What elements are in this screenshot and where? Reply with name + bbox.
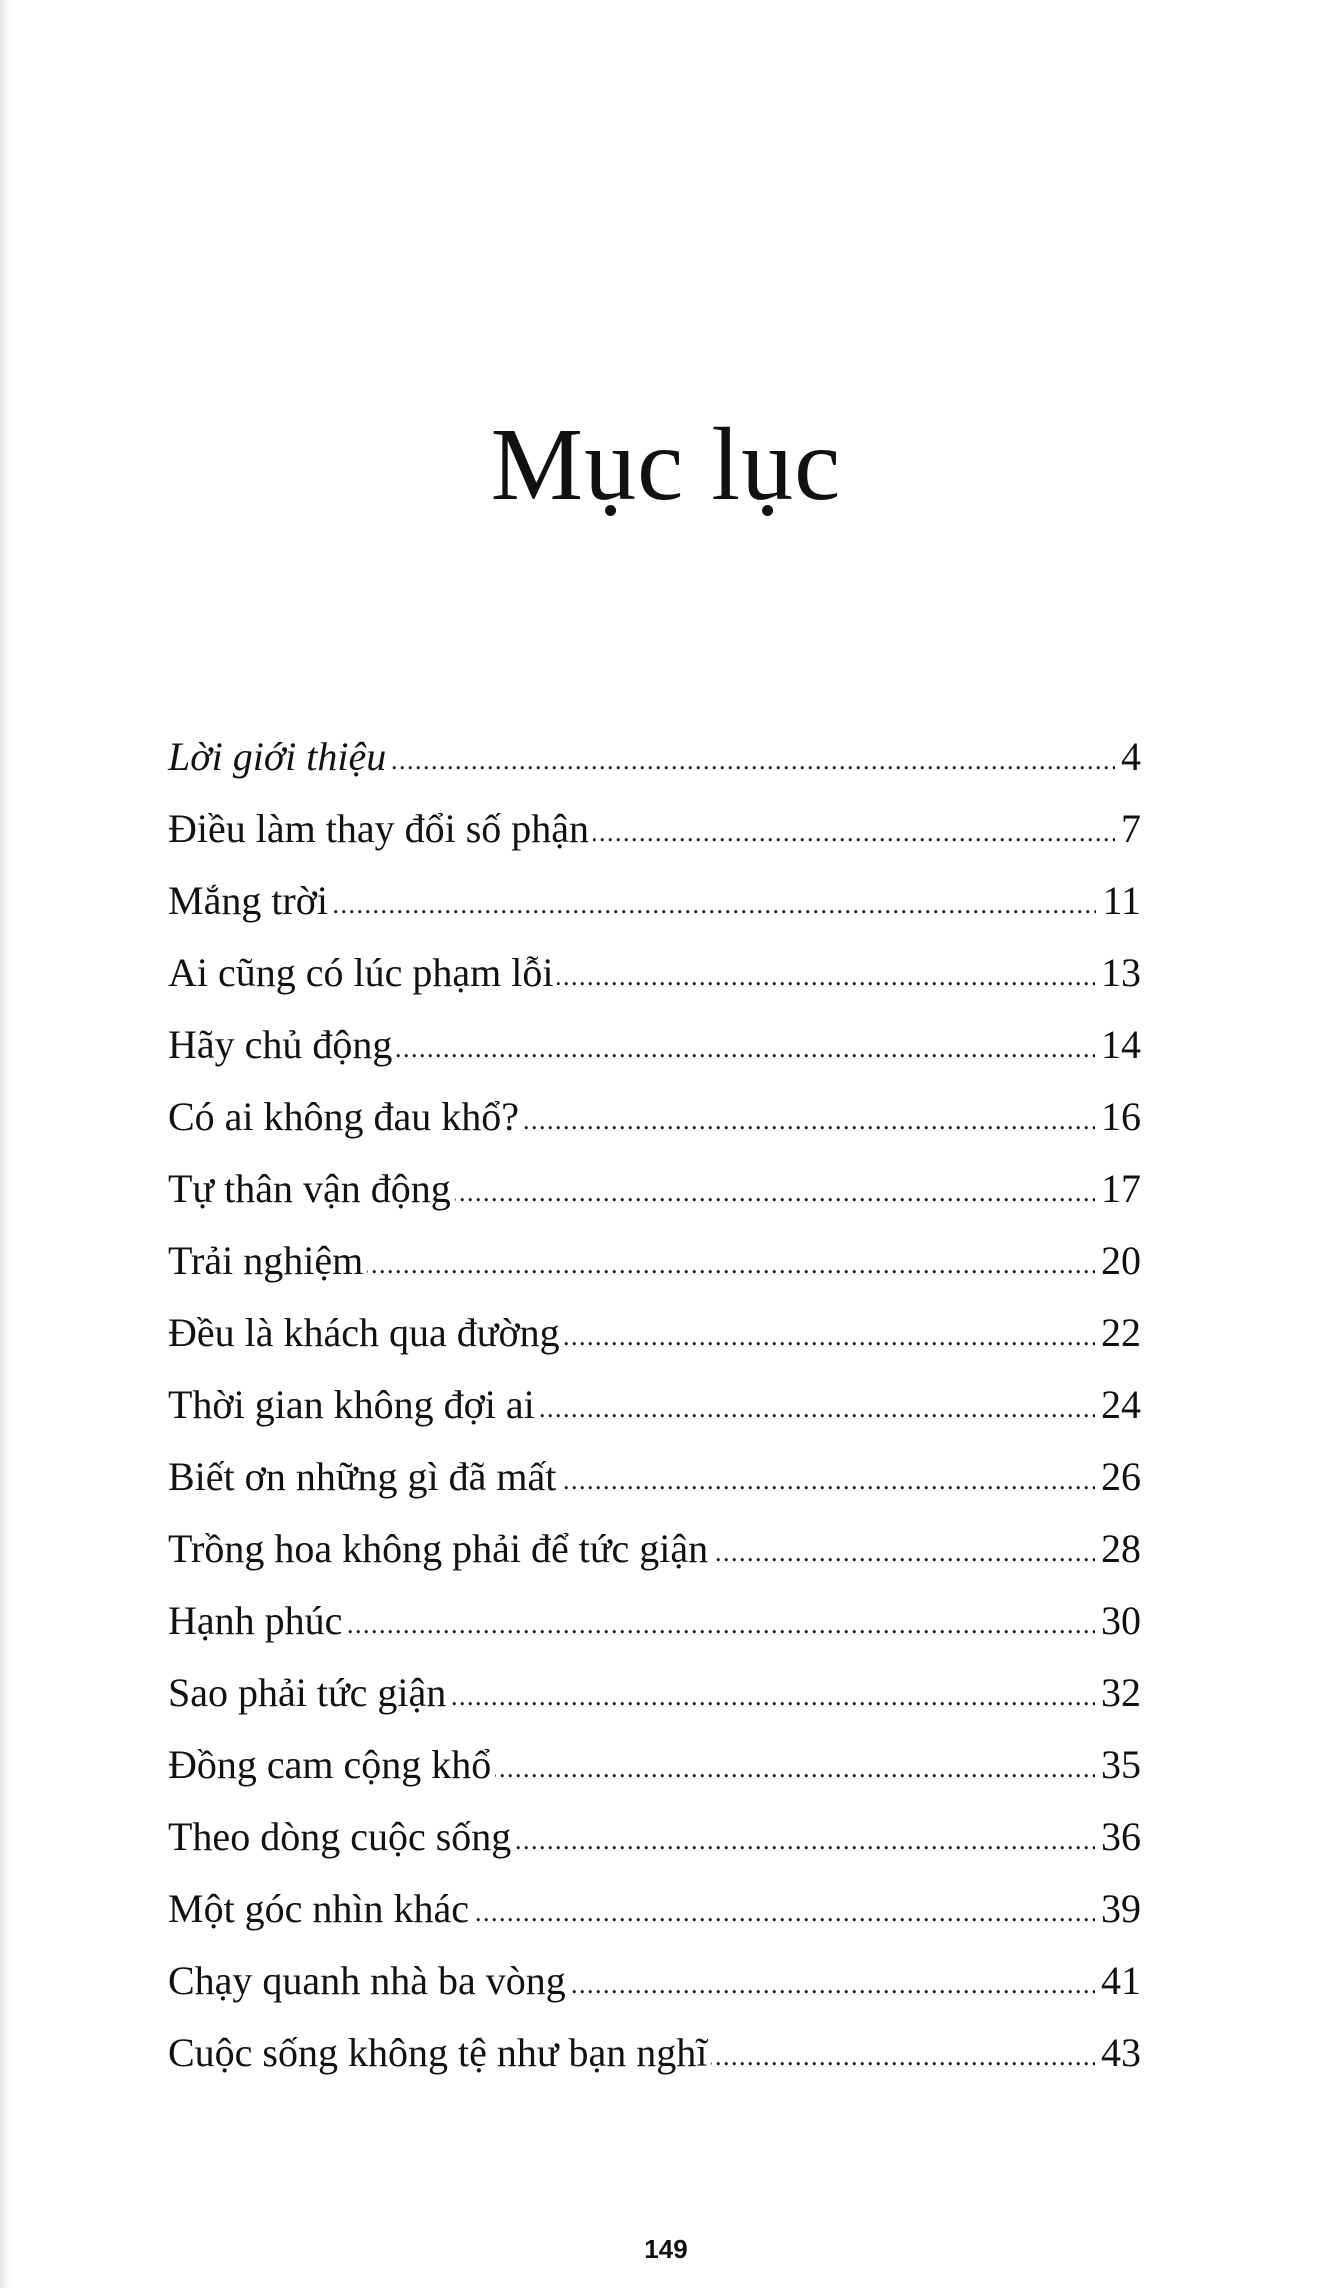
dot-leader	[495, 1741, 1095, 1788]
dot-leader	[515, 1813, 1095, 1860]
toc-entry-page: 22	[1101, 1310, 1141, 1355]
toc-entry-page: 20	[1101, 1238, 1141, 1283]
toc-entry-page: 26	[1101, 1454, 1141, 1499]
toc-entry	[168, 877, 1141, 949]
toc-entry-title: Chạy quanh nhà ba vòng	[168, 1958, 566, 2003]
toc-entry	[168, 1309, 1141, 1381]
toc-entry-title: Theo dòng cuộc sống	[168, 1814, 512, 1859]
toc-entry-page: 39	[1101, 1886, 1141, 1931]
toc-entry-title: Mắng trời	[168, 878, 329, 923]
toc-entry-page: 4	[1121, 734, 1141, 779]
toc-entry-page: 11	[1102, 878, 1141, 923]
toc-entry-title: Đều là khách qua đường	[168, 1310, 560, 1355]
dot-leader	[396, 1021, 1095, 1068]
toc-entry	[168, 1597, 1141, 1669]
toc-entry-page: 36	[1101, 1814, 1141, 1859]
toc-entry	[168, 1741, 1141, 1813]
dot-leader	[593, 805, 1115, 852]
dot-leader	[332, 877, 1096, 924]
toc-entry-page: 30	[1101, 1598, 1141, 1643]
toc-entry-page: 32	[1101, 1670, 1141, 1715]
dot-leader	[455, 1165, 1095, 1212]
toc-entry	[168, 1093, 1141, 1165]
toc-entry	[168, 1237, 1141, 1309]
dot-leader	[346, 1597, 1095, 1644]
toc-entry-title: Lời giới thiệu	[168, 734, 387, 779]
toc-entry-title: Ai cũng có lúc phạm lỗi	[168, 950, 554, 995]
dot-leader	[570, 1957, 1095, 2004]
dot-leader	[523, 1093, 1095, 1140]
toc-entry-title: Thời gian không đợi ai	[168, 1382, 535, 1427]
dot-leader	[557, 949, 1095, 996]
toc-entry-title: Hãy chủ động	[168, 1022, 393, 1067]
toc-entry	[168, 805, 1141, 877]
dot-leader	[473, 1885, 1095, 1932]
toc-entry	[168, 1381, 1141, 1453]
toc-entry	[168, 1813, 1141, 1885]
toc-entry	[168, 1165, 1141, 1237]
dot-leader	[367, 1237, 1095, 1284]
dot-leader	[539, 1381, 1095, 1428]
toc-entry	[168, 1885, 1141, 1957]
toc-entry-page: 28	[1101, 1526, 1141, 1571]
page-number: 149	[644, 2234, 688, 2264]
dot-leader	[564, 1309, 1095, 1356]
dot-leader	[712, 1525, 1095, 1572]
toc-entry-page: 14	[1101, 1022, 1141, 1067]
toc-entry-page: 43	[1101, 2030, 1141, 2075]
toc-entry-page: 41	[1101, 1958, 1141, 2003]
toc-entry-title: Biết ơn những gì đã mất	[168, 1454, 557, 1499]
toc-entry-title: Điều làm thay đổi số phận	[168, 806, 590, 851]
toc-entry	[168, 949, 1141, 1021]
toc-entry-page: 35	[1101, 1742, 1141, 1787]
toc-entry	[168, 1453, 1141, 1525]
dot-leader	[711, 2029, 1095, 2076]
dot-leader	[390, 733, 1115, 780]
toc-entry-title: Có ai không đau khổ?	[168, 1094, 520, 1139]
toc-entry	[168, 2029, 1141, 2101]
toc-entry-page: 24	[1101, 1382, 1141, 1427]
page-edge-shadow	[0, 0, 10, 2288]
toc-entry-page: 16	[1101, 1094, 1141, 1139]
page-title: Mục lục	[490, 407, 842, 522]
toc-entry-title: Cuộc sống không tệ như bạn nghĩ	[168, 2030, 708, 2075]
toc-entry-title: Hạnh phúc	[168, 1598, 343, 1643]
toc-entry-page: 17	[1101, 1166, 1141, 1211]
toc-entry	[168, 1669, 1141, 1741]
toc-entry-page: 13	[1101, 950, 1141, 995]
toc-entry-title: Trồng hoa không phải để tức giận	[168, 1526, 709, 1571]
dot-leader	[560, 1453, 1095, 1500]
table-of-contents	[168, 733, 1141, 2101]
toc-entry-title: Trải nghiệm	[168, 1238, 364, 1283]
toc-entry	[168, 1021, 1141, 1093]
toc-entry-title: Sao phải tức giận	[168, 1670, 447, 1715]
toc-entry	[168, 1957, 1141, 2029]
toc-entry	[168, 1525, 1141, 1597]
toc-entry	[168, 733, 1141, 805]
toc-entry-title: Một góc nhìn khác	[168, 1886, 470, 1931]
dot-leader	[450, 1669, 1095, 1716]
toc-entry-title: Tự thân vận động	[168, 1166, 451, 1211]
toc-entry-page: 7	[1121, 806, 1141, 851]
toc-entry-title: Đồng cam cộng khổ	[168, 1742, 492, 1787]
